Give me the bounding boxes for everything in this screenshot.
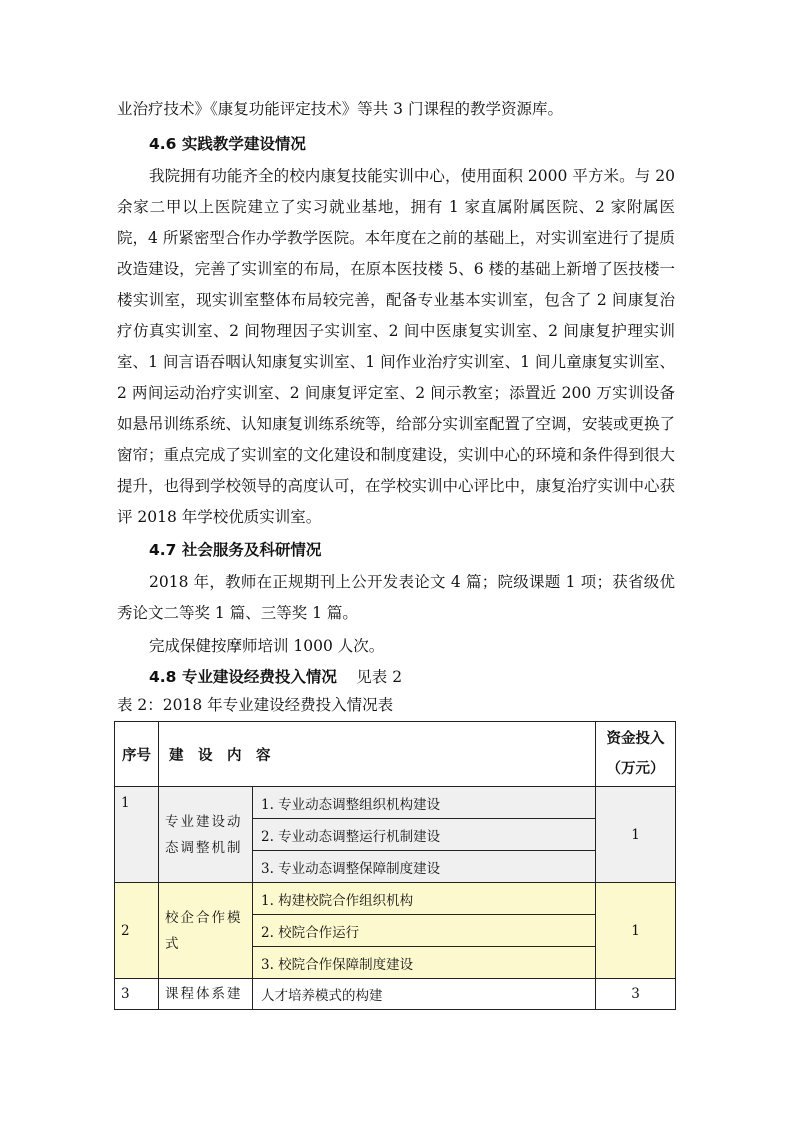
section-heading-4-7: 4.7 社会服务及科研情况 (149, 541, 322, 559)
row-category: 课程体系建 (159, 979, 253, 1010)
table-row (115, 883, 676, 915)
row-funds: 3 (596, 979, 676, 1010)
table-caption: 表 2：2018 年专业建设经费投入情况表 (117, 696, 394, 714)
row-category: 校企合作模式 (159, 883, 253, 979)
section-heading-4-8-title: 4.8 专业建设经费投入情况 (149, 668, 337, 686)
row-item: 3. 校院合作保障制度建设 (253, 947, 596, 979)
header-no: 序号 (115, 722, 159, 787)
section-heading-4-6: 4.6 实践教学建设情况 (149, 135, 306, 153)
header-funds-line2: （万元） (606, 761, 665, 777)
header-content: 建 设 内 容 (159, 722, 596, 787)
research-paragraph: 2018 年，教师在正规期刊上公开发表论文 4 篇；院级课题 1 项；获省级优秀论文二等奖 1 篇、三等奖 1 篇。 (117, 573, 675, 622)
row-funds: 1 (596, 787, 676, 883)
section-heading-4-8 (149, 665, 402, 689)
table-header-row (115, 722, 676, 787)
row-item: 1. 构建校院合作组织机构 (253, 883, 596, 915)
row-category: 专业建设动态调整机制 (159, 787, 253, 883)
row-no: 2 (115, 883, 159, 979)
row-item: 2. 校院合作运行 (253, 915, 596, 947)
continued-paragraph: 业治疗技术》《康复功能评定技术》等共 3 门课程的教学资源库。 (117, 100, 563, 118)
table-row (115, 787, 676, 819)
header-funds-line1: 资金投入 (606, 731, 665, 747)
row-item: 1. 专业动态调整组织机构建设 (253, 787, 596, 819)
header-funds (596, 722, 676, 787)
table-row (115, 979, 676, 1010)
funding-table (114, 721, 676, 1010)
row-item: 人才培养模式的构建 (253, 979, 596, 1010)
row-no: 3 (115, 979, 159, 1010)
training-paragraph: 完成保健按摩师培训 1000 人次。 (149, 637, 385, 655)
table-reference: 见表 2 (356, 668, 403, 686)
row-no: 1 (115, 787, 159, 883)
row-funds: 1 (596, 883, 676, 979)
row-item: 2. 专业动态调整运行机制建设 (253, 819, 596, 851)
practice-teaching-paragraph: 我院拥有功能齐全的校内康复技能实训中心，使用面积 2000 平方米。与 20 余家二甲以上医院建立了实习就业基地，拥有 1 家直属附属医院、2 家附属医院，4 所紧密型合作办学教学医院。本年度在之前的基础上，对实训室进行了提质改造建设，完善了实训室的布局，在原本医技楼 5、6 楼的基础上新增了医技楼一楼实训室，现实训室整体布局较完善，配备专业基本实训室，包含了 2 间康复治疗仿真实训室、2 间物理因子实训室、2 间中医康复实训室、2 间康复护理实训室、1 间言语吞咽认知康复实训室、1 间作业治疗实训室、1 间儿童康复实训室、2 两间运动治疗实训室、2 间康复评定室、2 间示教室；添置近 200 万实训设备如悬吊训练系统、认知康复训练系统等，给部分实训室配置了空调，安装或更换了窗帘；重点完成了实训室的文化建设和制度建设，实训中心的环境和条件得到很大提升，也得到学校领导的高度认可，在学校实训中心评比中，康复治疗实训中心获评 2018 年学校优质实训室。 (117, 167, 676, 526)
row-item: 3. 专业动态调整保障制度建设 (253, 851, 596, 883)
